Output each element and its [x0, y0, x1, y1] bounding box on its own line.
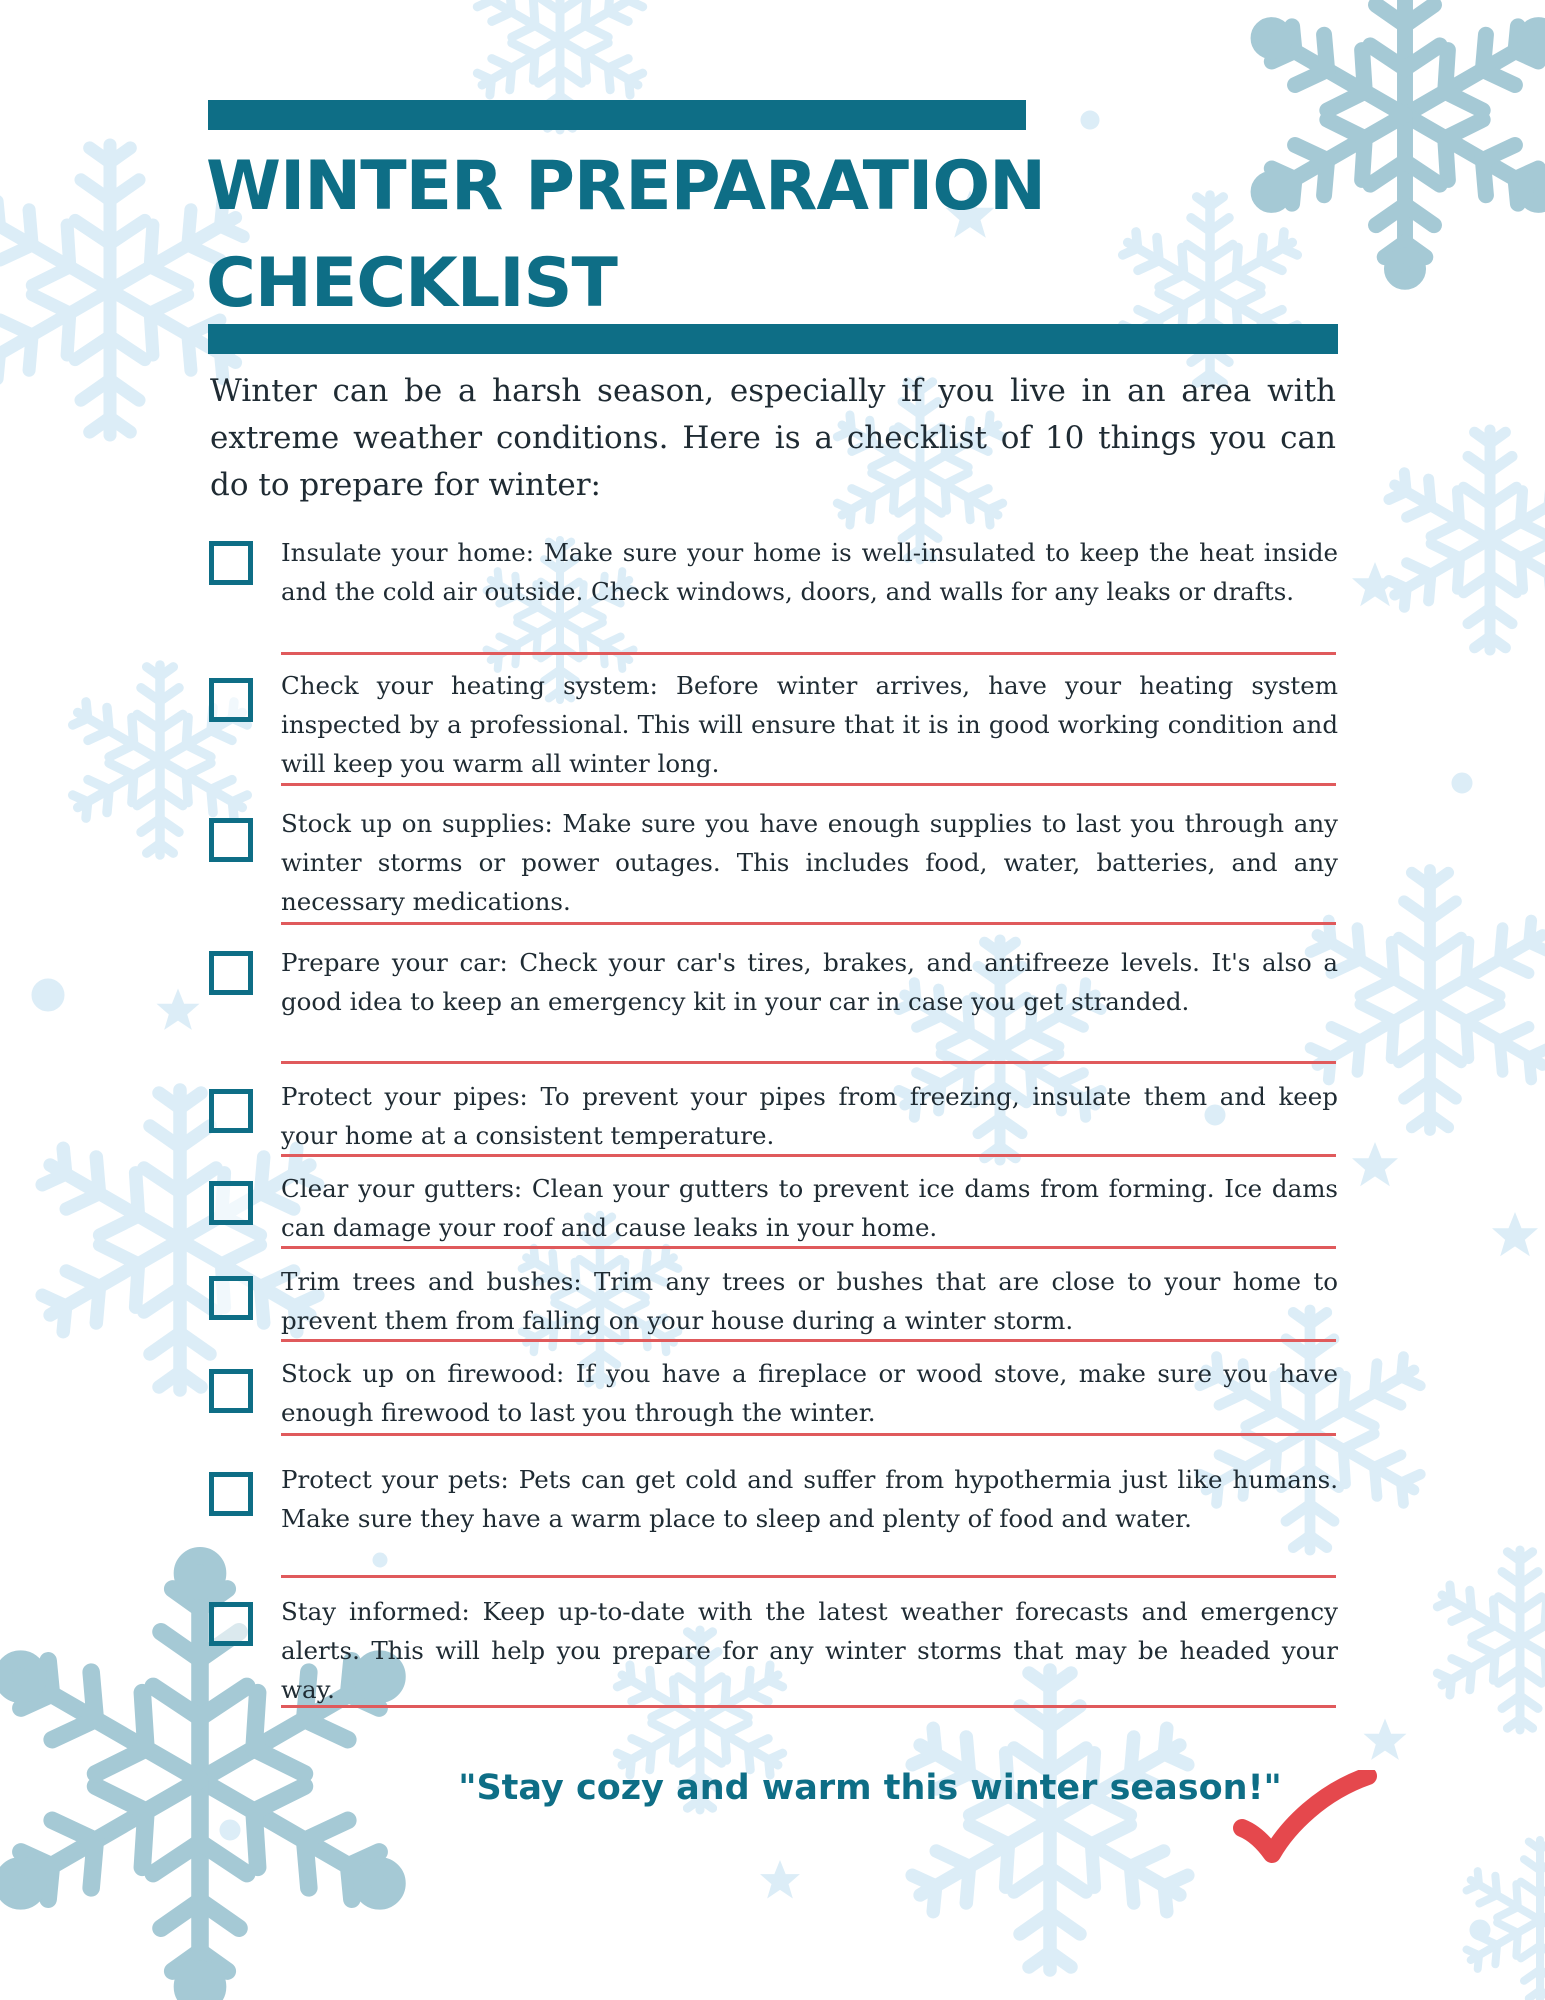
checkbox[interactable]: [209, 1472, 253, 1516]
item-divider: [281, 783, 1336, 786]
title-line-2: CHECKLIST: [206, 244, 617, 323]
item-divider: [281, 1061, 1336, 1064]
checklist-item-text: Protect your pets: Pets can get cold and suffer from hypothermia just like humans. Make sure they have a warm place to sleep and plenty of food and water.: [281, 1465, 1338, 1533]
item-divider: [281, 1339, 1336, 1342]
checklist-item-text: Protect your pipes: To prevent your pipes from freezing, insulate them and keep your home at a consistent temperature.: [281, 1082, 1338, 1150]
checklist-item-text: Stock up on firewood: If you have a fireplace or wood stove, make sure you have enough firewood to last you through the winter.: [281, 1359, 1338, 1427]
checklist-item-text: Check your heating system: Before winter arrives, have your heating system inspected by a professional. This will ensure that it is in good working condition and will keep you warm all winter long.: [281, 671, 1338, 778]
title-bottom-bar: [208, 324, 1338, 354]
checklist-item-text: Stock up on supplies: Make sure you have enough supplies to last you through any winter storms or power outages. This includes food, water, batteries, and any necessary medications.: [281, 809, 1338, 916]
closing-quote: "Stay cozy and warm this winter season!": [458, 1768, 1282, 1808]
checkbox[interactable]: [209, 678, 253, 722]
item-divider: [281, 1705, 1336, 1708]
checkbox[interactable]: [209, 1089, 253, 1133]
checklist-item-text: Trim trees and bushes: Trim any trees or bushes that are close to your home to prevent them from falling on your house during a winter storm.: [281, 1267, 1338, 1335]
checkbox[interactable]: [209, 1276, 253, 1320]
item-divider: [281, 922, 1336, 925]
title-top-bar: [208, 100, 1026, 130]
item-divider: [281, 1154, 1336, 1157]
checkbox[interactable]: [209, 1369, 253, 1413]
checklist-item-text: Prepare your car: Check your car's tires, brakes, and antifreeze levels. It's also a good idea to keep an emergency kit in your car in case you get stranded.: [281, 948, 1338, 1016]
title-line-1: WINTER PREPARATION: [206, 147, 1046, 226]
checkbox[interactable]: [209, 1181, 253, 1225]
page-title: [206, 138, 1106, 332]
checkbox[interactable]: [209, 818, 253, 862]
checkmark-icon: [1230, 1770, 1380, 1890]
checklist-item-text: Clear your gutters: Clean your gutters to prevent ice dams from forming. Ice dams can damage your roof and cause leaks in your home.: [281, 1174, 1338, 1242]
intro-paragraph: Winter can be a harsh season, especially if you live in an area with extreme weather conditions. Here is a checklist of 10 things you can do to prepare for winter:: [210, 373, 1336, 503]
checklist-item-text: Stay informed: Keep up-to-date with the latest weather forecasts and emergency alerts. This will help you prepare for any winter storms that may be headed your way.: [281, 1597, 1338, 1704]
checkbox[interactable]: [209, 951, 253, 995]
checkbox[interactable]: [209, 1602, 253, 1646]
item-divider: [281, 1246, 1336, 1249]
item-divider: [281, 652, 1336, 655]
checkbox[interactable]: [209, 541, 253, 585]
checklist-item-text: Insulate your home: Make sure your home is well-insulated to keep the heat inside and the cold air outside. Check windows, doors, and walls for any leaks or drafts.: [281, 538, 1338, 606]
item-divider: [281, 1575, 1336, 1578]
item-divider: [281, 1433, 1336, 1436]
